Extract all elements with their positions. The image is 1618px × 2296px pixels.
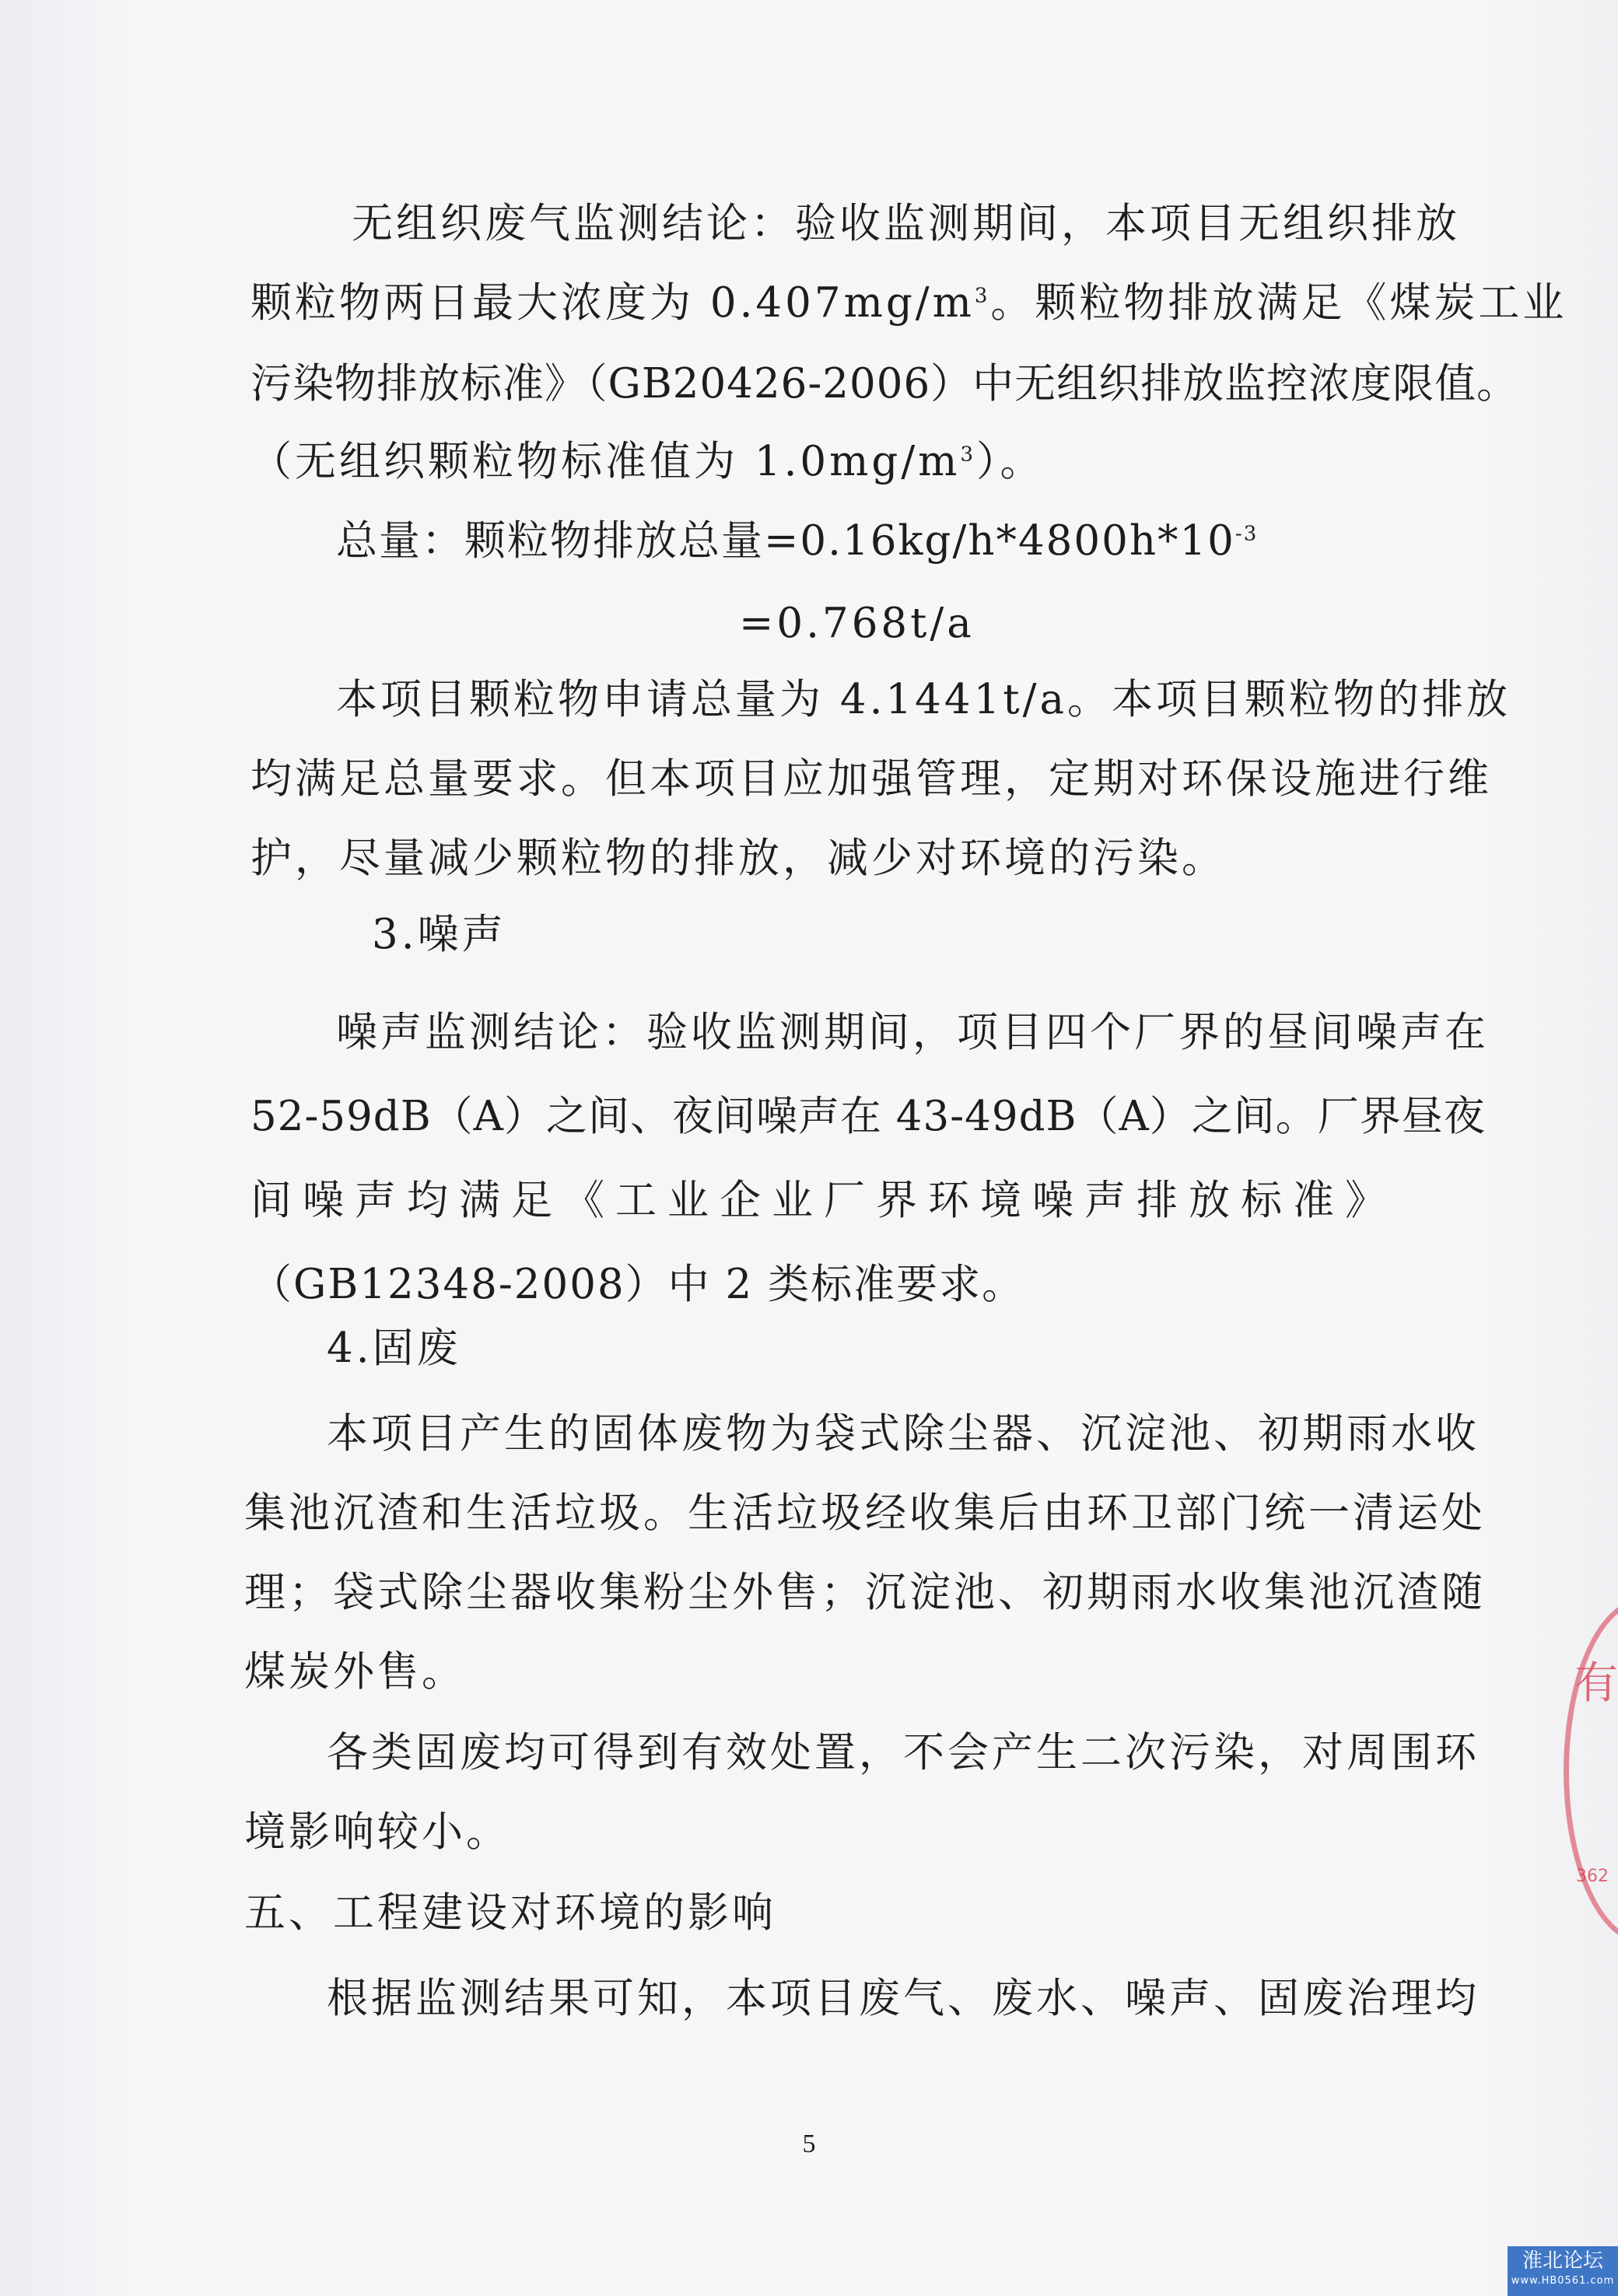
paragraph-line: 52-59dB（A）之间、夜间噪声在 43-49dB（A）之间。厂界昼夜 [250,1093,1486,1140]
superscript: 3 [974,284,991,308]
section-heading-solid-waste: 4.固废 [327,1325,461,1372]
justified-char: 企 [720,1177,761,1224]
paragraph-line: 煤炭外售。 [244,1648,466,1696]
watermark-url: www.HB0561.com [1511,2275,1615,2287]
paragraph-line: 集池沉渣和生活垃圾。生活垃圾经收集后由环卫部门统一清运处 [244,1489,1486,1537]
formula-line [336,516,1258,566]
paragraph-line: 根据监测结果可知，本项目废气、废水、噪声、固废治理均 [327,1975,1480,2022]
watermark-title: 淮北论坛 [1522,2249,1603,2273]
formula-line: =0.768t/a [739,600,975,647]
site-watermark [1508,2246,1618,2296]
text-segment: 。颗粒物排放满足《煤炭工业 [990,279,1567,327]
justified-char: 工 [615,1177,657,1224]
text-segment: ）。 [975,438,1045,485]
justified-char: 准 [1293,1177,1334,1224]
justified-char: 均 [407,1177,448,1224]
seal-text: 有 [1574,1658,1618,1709]
text-segment: 颗粒物两日最大浓度为 0.407mg/m [250,279,975,327]
paragraph-line: 污染物排放标准》（GB20426-2006）中无组织排放监控浓度限值。 [250,360,1519,408]
justified-char: 业 [667,1177,709,1224]
text-segment: 总量：颗粒物排放总量=0.16kg/h*4800h*10 [336,517,1235,565]
justified-char: 声 [1084,1177,1126,1224]
paragraph-line: 本项目颗粒物申请总量为 4.1441t/a。本项目颗粒物的排放 [336,676,1511,723]
justified-char: 《 [563,1177,604,1224]
justified-char: 满 [459,1177,500,1224]
paragraph-line: 噪声监测结论：验收监测期间，项目四个厂界的昼间噪声在 [336,1009,1489,1056]
justified-char: 足 [511,1177,552,1224]
paragraph-line: 本项目产生的固体废物为袋式除尘器、沉淀池、初期雨水收 [327,1410,1480,1458]
paragraph-line: 护，尽量减少颗粒物的排放，减少对环境的污染。 [250,835,1226,882]
section-heading-environmental-impact: 五、工程建设对环境的影响 [244,1889,776,1937]
justified-char: 噪 [1032,1177,1073,1224]
justified-char: 环 [928,1177,969,1224]
paragraph-line [250,437,1044,487]
justified-char: 噪 [303,1177,344,1224]
superscript: 3 [960,443,976,467]
justified-char: 放 [1189,1177,1230,1224]
justified-char: 标 [1241,1177,1282,1224]
page-number: 5 [802,2130,816,2158]
justified-char: 业 [772,1177,813,1224]
paragraph-line: 均满足总量要求。但本项目应加强管理，定期对环保设施进行维 [250,755,1492,803]
paragraph-line: 理；袋式除尘器收集粉尘外售；沉淀池、初期雨水收集池沉渣随 [244,1569,1486,1616]
superscript: -3 [1235,522,1259,546]
paragraph-line: （GB12348-2008）中 2 类标准要求。 [250,1261,1025,1308]
paragraph-line [250,278,1567,328]
seal-number: 362 [1576,1867,1609,1886]
justified-char: 界 [876,1177,917,1224]
section-heading-noise: 3.噪声 [372,911,506,958]
paragraph-line: 无组织废气监测结论：验收监测期间，本项目无组织排放 [352,200,1460,247]
justified-char: 厂 [824,1177,865,1224]
justified-char: 声 [355,1177,396,1224]
text-segment: （无组织颗粒物标准值为 1.0mg/m [250,438,961,485]
justified-char: 境 [980,1177,1021,1224]
paragraph-line: 境影响较小。 [244,1808,510,1856]
justified-char: 排 [1136,1177,1178,1224]
justified-paragraph-line [250,1176,1386,1226]
justified-char: 》 [1345,1177,1386,1224]
justified-char: 间 [250,1177,292,1224]
paragraph-line: 各类固废均可得到有效处置，不会产生二次污染，对周围环 [327,1729,1480,1776]
